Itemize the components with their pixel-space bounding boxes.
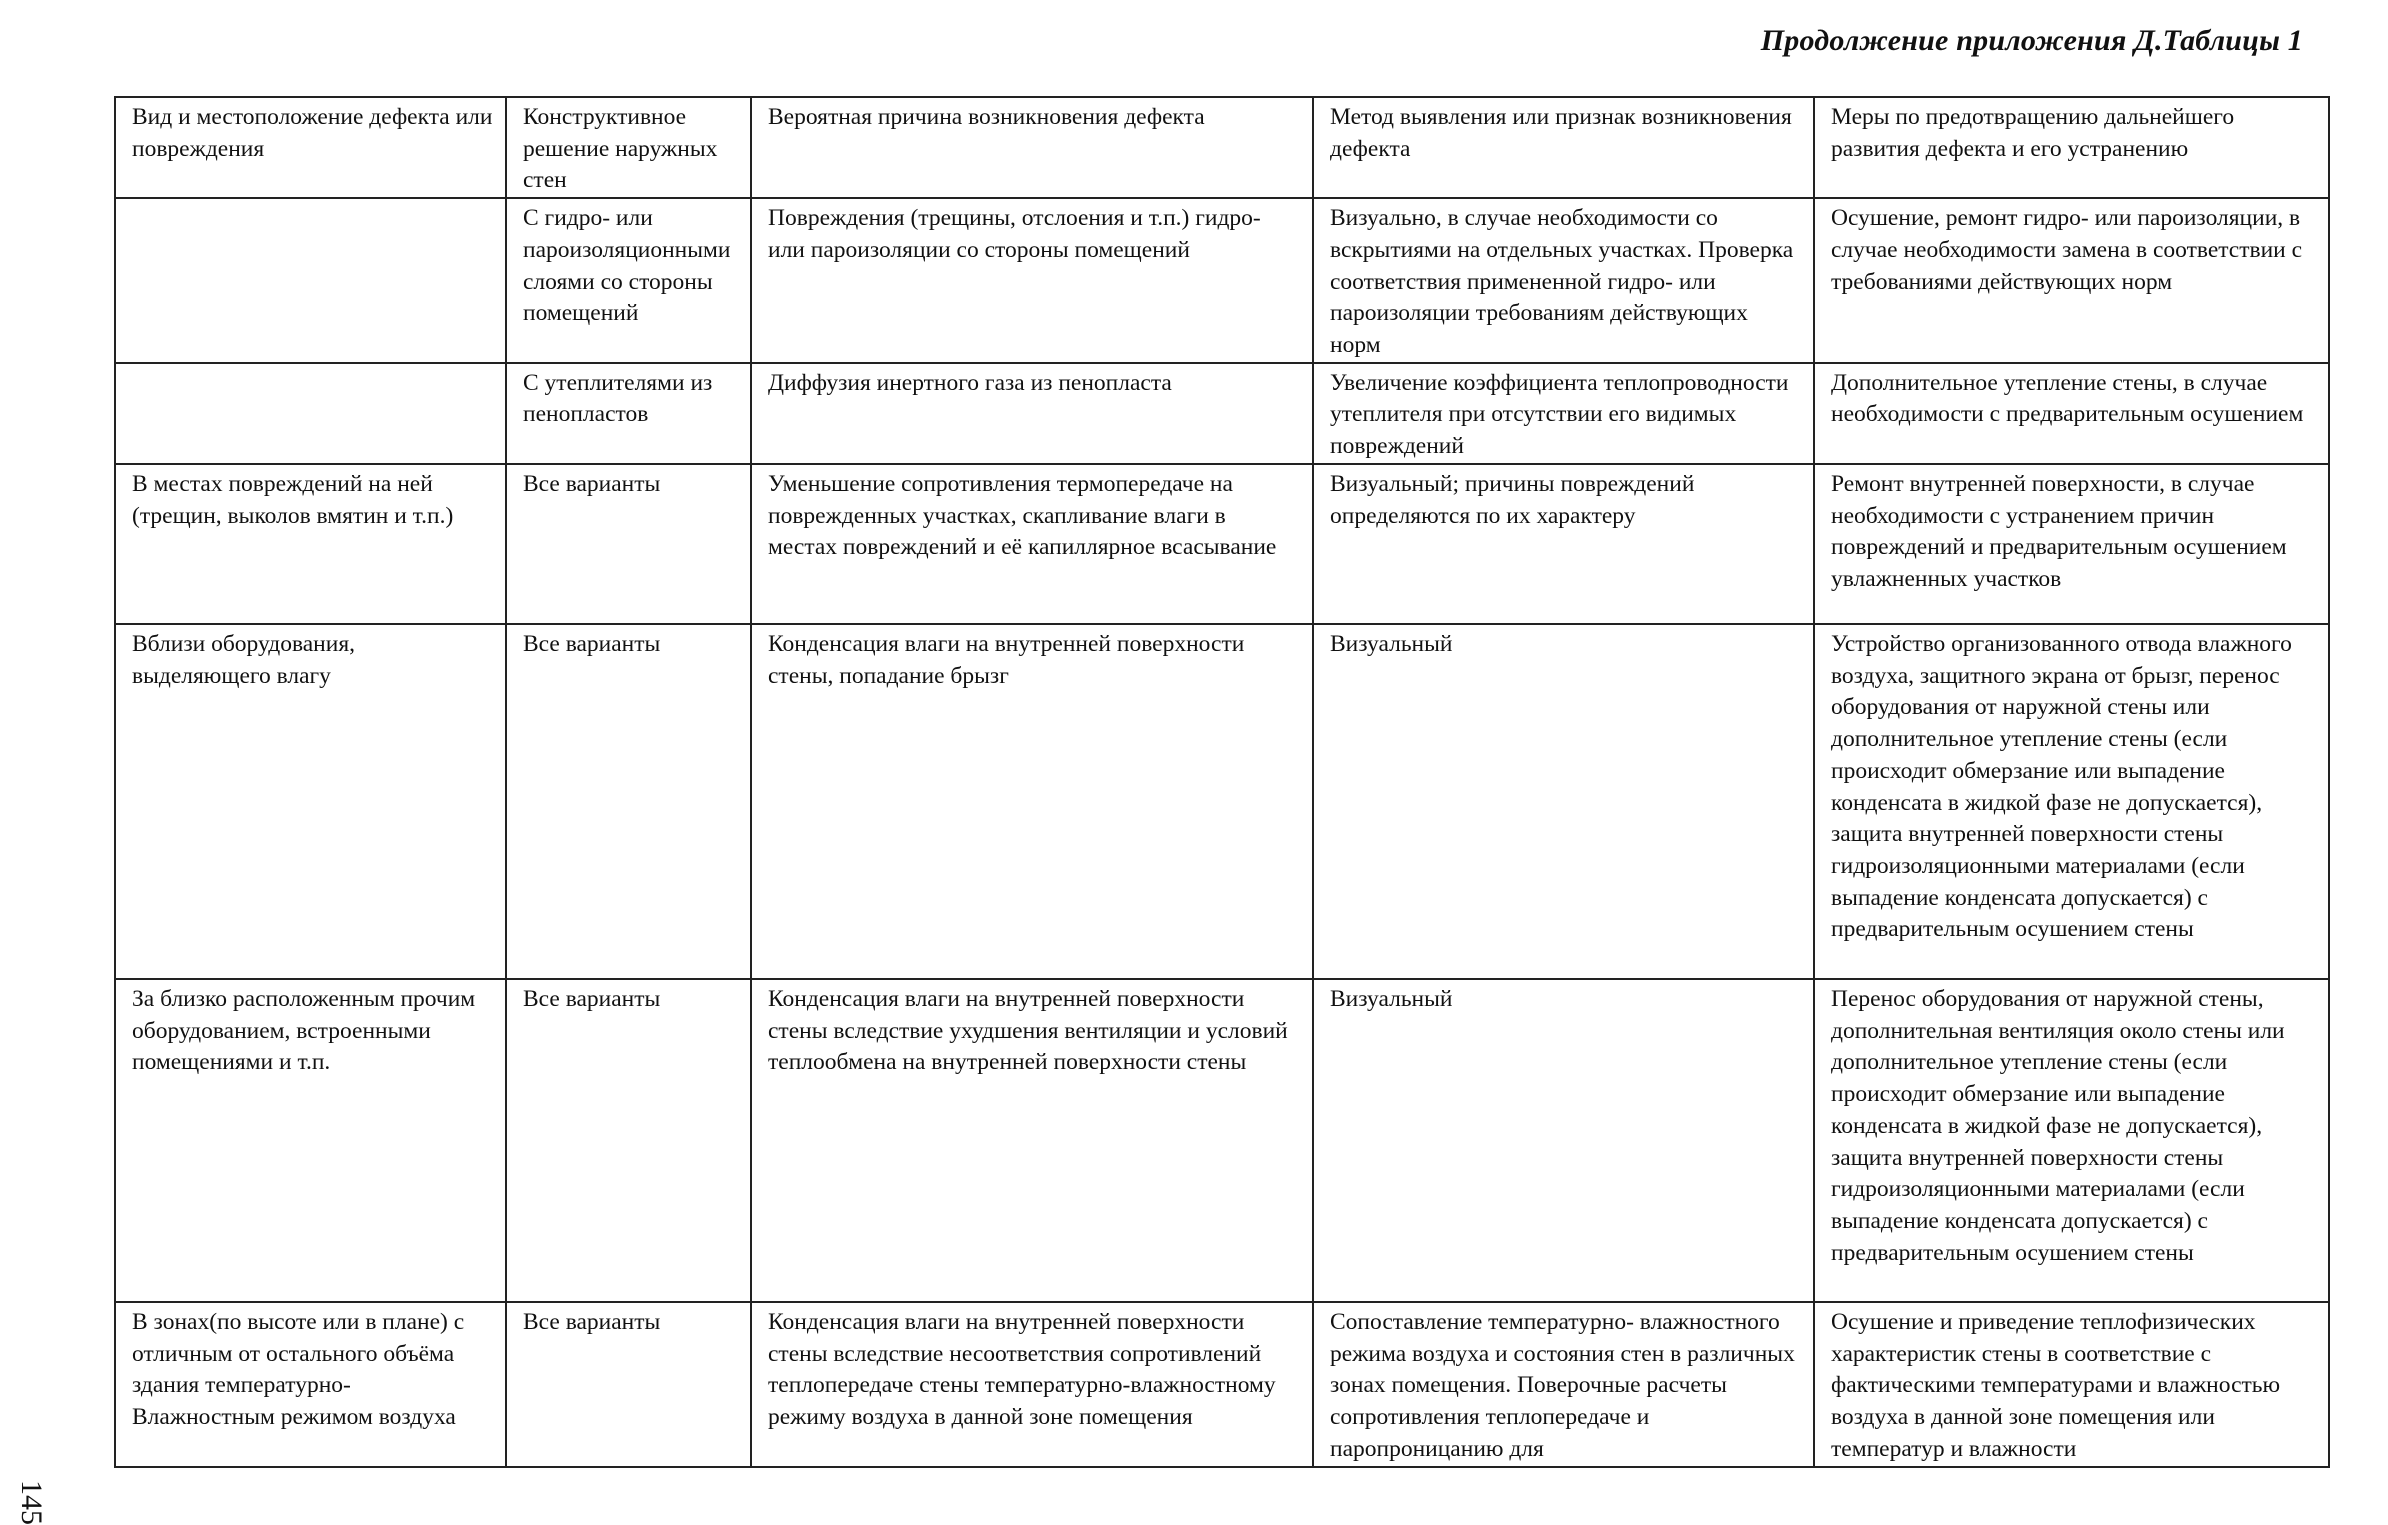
table-row [115, 464, 2329, 624]
header-cell: Метод выявления или признак возникновения дефекта [1313, 97, 1814, 198]
table-cell: Увеличение коэффициента теплопроводности утеплителя при отсутствии его видимых повреждений [1313, 363, 1814, 464]
table-cell: С гидро- или пароизоляционными слоями со стороны помещений [506, 198, 751, 363]
table-cell: Все варианты [506, 624, 751, 979]
table-cell: Визуальный [1313, 979, 1814, 1302]
table-cell: Уменьшение сопротивления термопередаче на поврежденных участках, скапливание влаги в местах повреждений и её капиллярное всасывание [751, 464, 1313, 624]
table-cell: Визуально, в случае необходимости со вскрытиями на отдельных участках. Проверка соответствия примененной гидро- или пароизоляции требованиям действующих норм [1313, 198, 1814, 363]
table-row [115, 198, 2329, 363]
table-cell: Все варианты [506, 1302, 751, 1467]
table-cell: Вблизи оборудования, выделяющего влагу [115, 624, 506, 979]
table-cell: Повреждения (трещины, отслоения и т.п.) гидро- или пароизоляции со стороны помещений [751, 198, 1313, 363]
table-cell: С утеплителями из пенопластов [506, 363, 751, 464]
page-number: 145 [15, 1480, 48, 1525]
table-cell: В зонах(по высоте или в плане) с отличным от остального объёма здания температурно-Влажностным режимом воздуха [115, 1302, 506, 1467]
header-cell: Конструктивное решение наружных стен [506, 97, 751, 198]
table-cell [115, 363, 506, 464]
header-cell: Вид и местоположение дефекта или повреждения [115, 97, 506, 198]
table-cell: Диффузия инертного газа из пенопласта [751, 363, 1313, 464]
table-row [115, 363, 2329, 464]
header-cell: Вероятная причина возникновения дефекта [751, 97, 1313, 198]
table-cell: Устройство организованного отвода влажного воздуха, защитного экрана от брызг, перенос оборудования от наружной стены или дополнительное утепление стены (если происходит обмерзание или выпадение конденсата в жидкой фазе не допускается), защита внутренней поверхности стены гидроизоляционными материалами (если выпадение конденсата допускается) с предварительным осушением стены [1814, 624, 2329, 979]
table-cell: Визуальный [1313, 624, 1814, 979]
table-cell: Конденсация влаги на внутренней поверхности стены вследствие несоответствия сопротивлений теплопередаче стены температурно-влажностному режиму воздуха в данной зоне помещения [751, 1302, 1313, 1467]
table-cell: Перенос оборудования от наружной стены, дополнительная вентиляция около стены или дополнительное утепление стены (если происходит обмерзание или выпадение конденсата в жидкой фазе не допускается), защита внутренней поверхности стены гидроизоляционными материалами (если выпадение конденсата допускается) с предварительным осушением стены [1814, 979, 2329, 1302]
table-row [115, 624, 2329, 979]
table-header-row [115, 97, 2329, 198]
table-cell: Осушение, ремонт гидро- или пароизоляции, в случае необходимости замена в соответствии с требованиями действующих норм [1814, 198, 2329, 363]
table-cell: Дополнительное утепление стены, в случае необходимости с предварительным осушением [1814, 363, 2329, 464]
table-row [115, 979, 2329, 1302]
table-cell: Визуальный; причины повреждений определяются по их характеру [1313, 464, 1814, 624]
table-cell: Ремонт внутренней поверхности, в случае необходимости с устранением причин повреждений и предварительным осушением увлажненных участков [1814, 464, 2329, 624]
table-row [115, 1302, 2329, 1467]
table-cell: Сопоставление температурно- влажностного режима воздуха и состояния стен в различных зонах помещения. Поверочные расчеты сопротивления теплопередаче и паропроницанию для [1313, 1302, 1814, 1467]
table-cell: В местах повреждений на ней (трещин, выколов вмятин и т.п.) [115, 464, 506, 624]
table-cell: Конденсация влаги на внутренней поверхности стены вследствие ухудшения вентиляции и условий теплообмена на внутренней поверхности стены [751, 979, 1313, 1302]
continuation-caption: Продолжение приложения Д.Таблицы 1 [1760, 24, 2303, 57]
table-cell: Конденсация влаги на внутренней поверхности стены, попадание брызг [751, 624, 1313, 979]
defects-table [114, 96, 2330, 1468]
table-cell: Все варианты [506, 979, 751, 1302]
table-cell: Осушение и приведение теплофизических характеристик стены в соответствие с фактическими температурами и влажностью воздуха в данной зоне помещения или температур и влажности [1814, 1302, 2329, 1467]
table-cell: За близко расположенным прочим оборудованием, встроенными помещениями и т.п. [115, 979, 506, 1302]
table-cell: Все варианты [506, 464, 751, 624]
header-cell: Меры по предотвращению дальнейшего развития дефекта и его устранению [1814, 97, 2329, 198]
table-cell [115, 198, 506, 363]
